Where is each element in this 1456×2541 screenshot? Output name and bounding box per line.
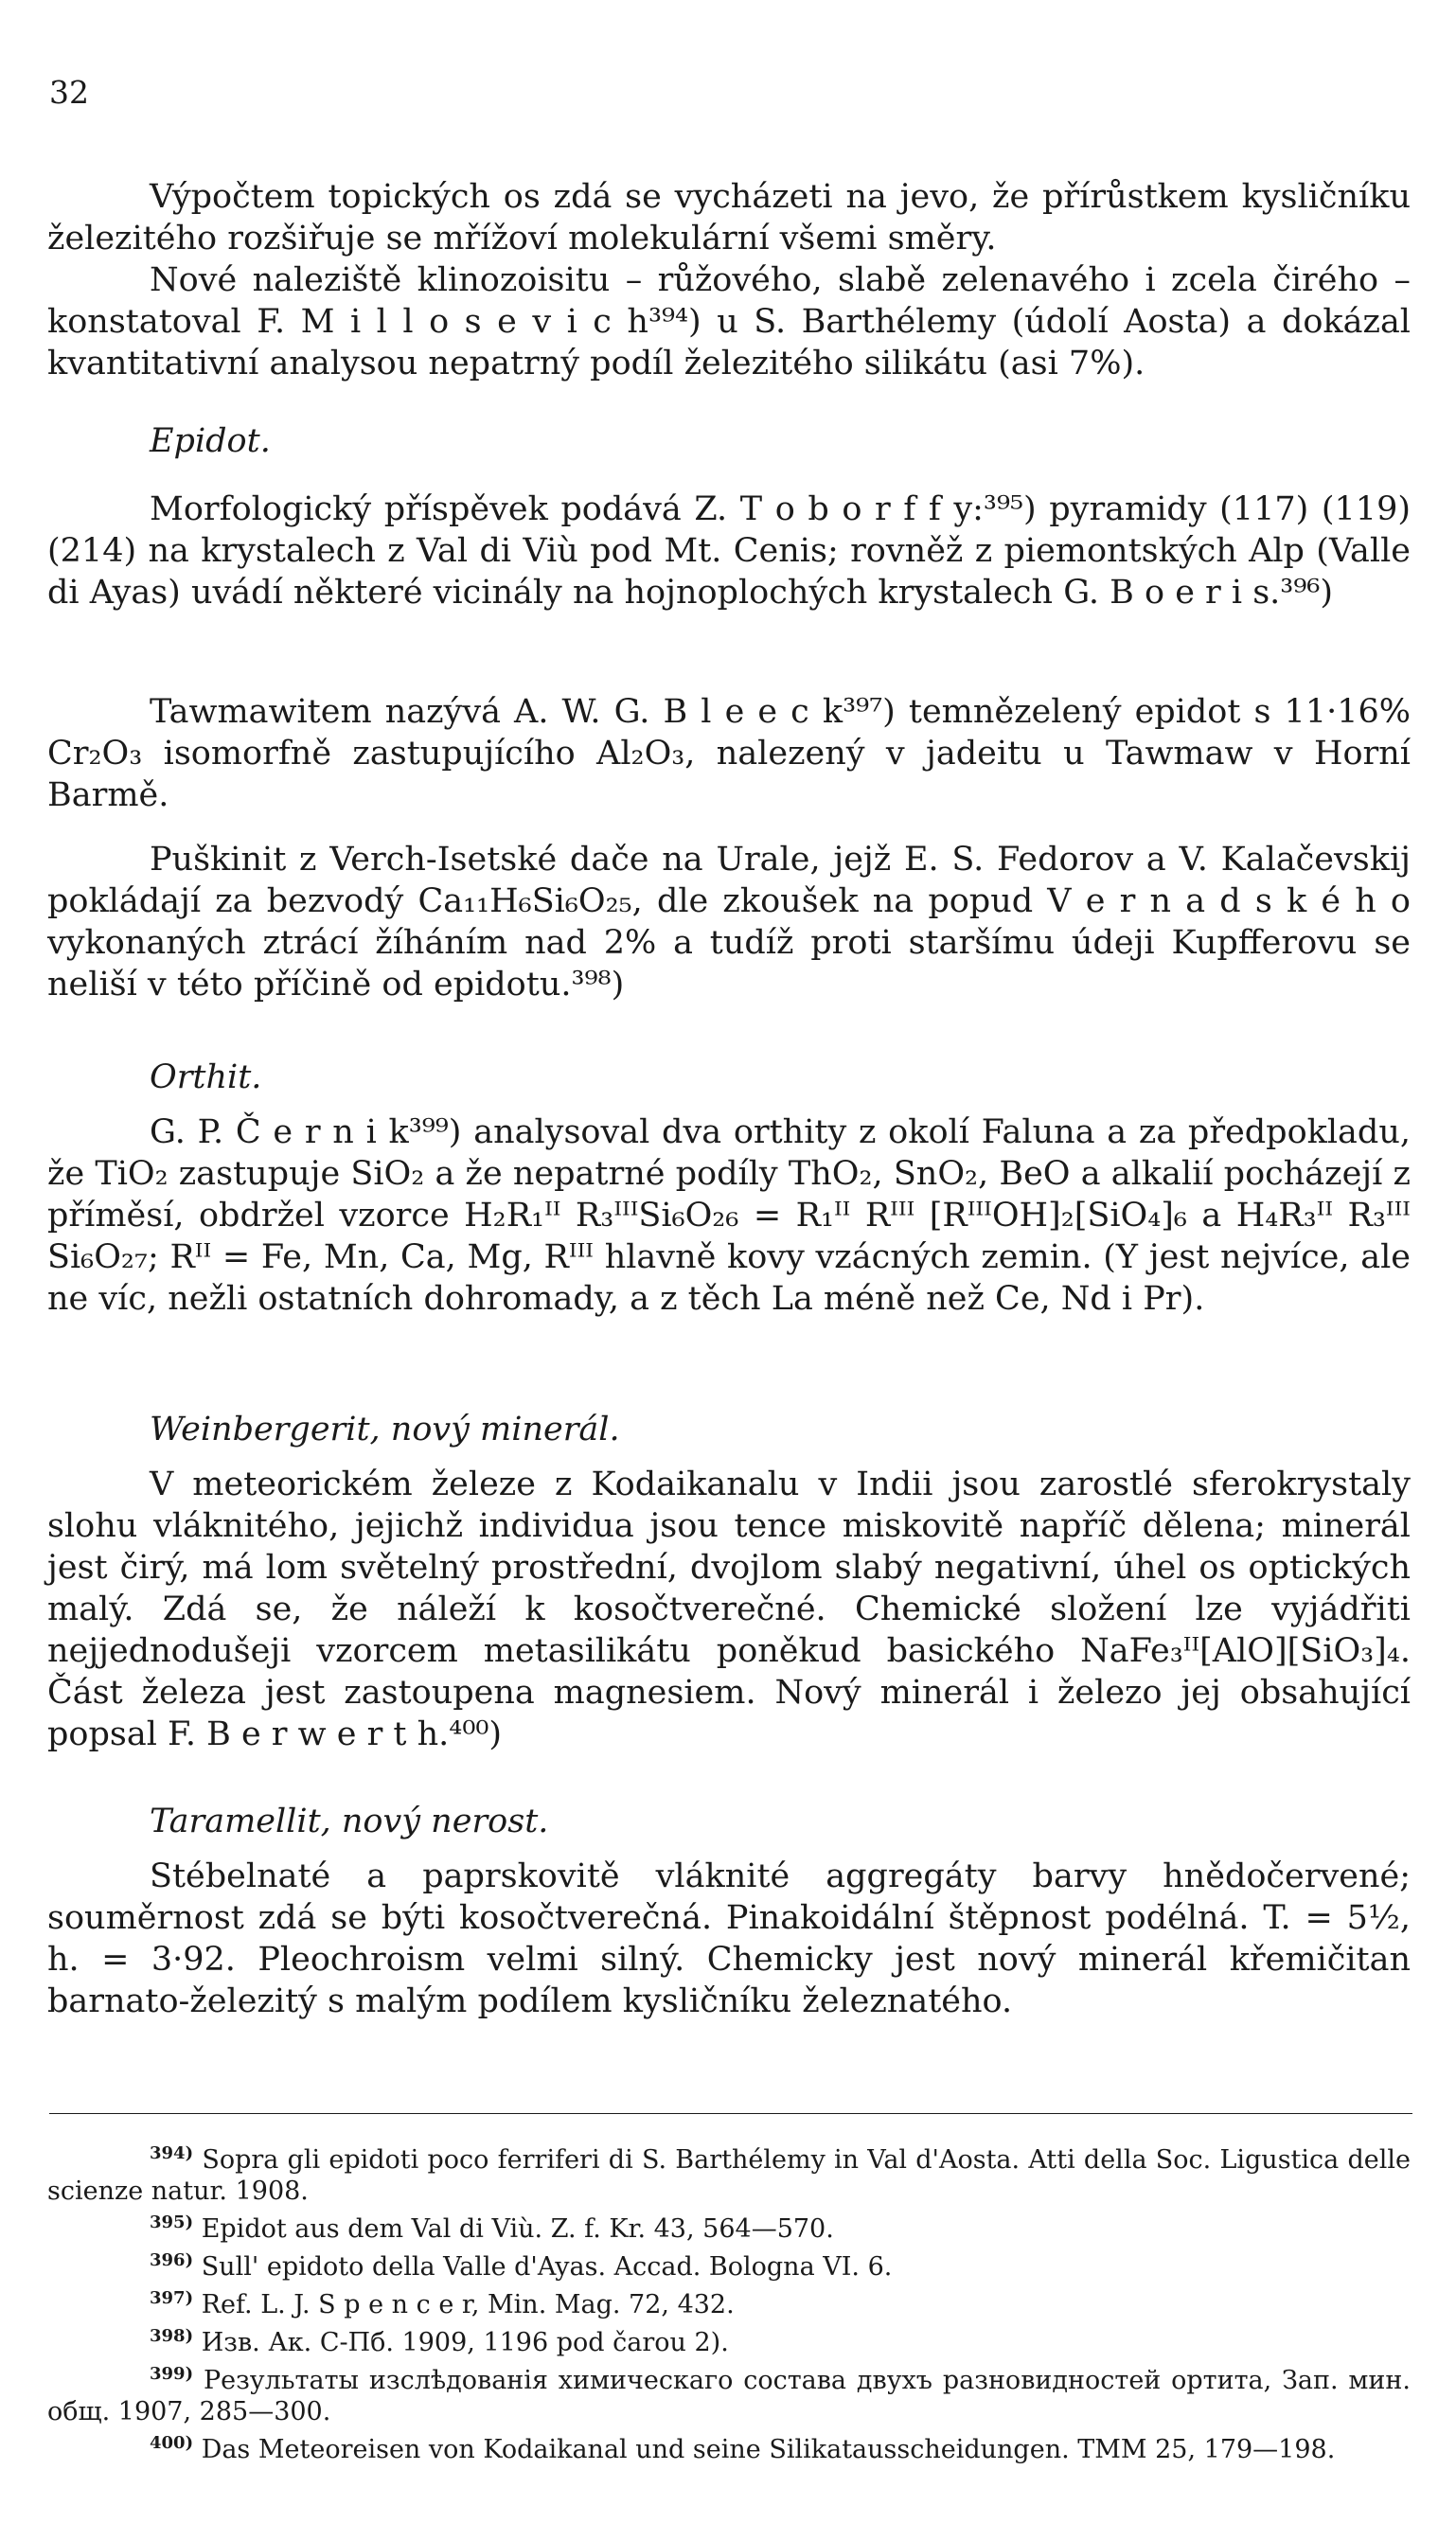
footnote-text: Результаты изслѣдованія химическаго состава двухъ разновидностей ортита, Зап. мин. общ. 1907, 285—300. (47, 2366, 1411, 2426)
page-number: 32 (49, 74, 89, 111)
taramellit-paragraph-1: Stébelnaté a paprskovitě vláknité aggregáty barvy hnědočervené; souměrnost zdá se býti kosočtverečná. Pinakoidální štěpnost podélná. T. = 5½, h. = 3·92. Pleochroism velmi silný. Chemicky jest nový minerál křemičitan barnato-železitý s malým podílem kysličníku železnatého. (47, 1857, 1411, 2020)
footnote-399 (47, 2358, 1411, 2427)
footnote-398 (47, 2320, 1411, 2358)
intro-paragraph-2: Nové naleziště klinozoisitu – růžového, slabě zelenavého i zcela čirého – konstatoval F. M i l l o s e v i c h³⁹⁴) u S. Barthélemy (údolí Aosta) a dokázal kvantitativní analysou nepatrný podíl železitého silikátu (asi 7%). (47, 261, 1411, 382)
heading-taramellit: Taramellit, nový nerost. (150, 1803, 549, 1840)
epidot-paragraph-1: Morfologický příspěvek podává Z. T o b o r f f y:³⁹⁵) pyramidy (117) (119) (214) na krystalech z Val di Viù pod Mt. Cenis; rovněž z piemontských Alp (Valle di Ayas) uvádí některé vicinály na hojnoplochých krystalech G. B o e r i s.³⁹⁶) (47, 490, 1411, 612)
epidot-paragraph-3: Puškinit z Verch-Isetské dače na Urale, jejž E. S. Fedorov a V. Kalačevskij pokládají za bezvodý Ca₁₁H₆Si₆O₂₅, dle zkoušek na popud V e r n a d s k é h o vykonaných ztrácí žíháním nad 2% a tudíž proti staršímu údeji Kupfferovu se neliší v této příčině od epidotu.³⁹⁸) (47, 841, 1411, 1004)
footnote-text: Изв. Ак. С-Пб. 1909, 1196 pod čarou 2). (201, 2328, 729, 2357)
footnote-mark: 399) (150, 2364, 194, 2384)
orthit-paragraph-1: G. P. Č e r n i k³⁹⁹) analysoval dva orthity z okolí Faluna a za předpokladu, že TiO₂ zastupuje SiO₂ a že nepatrné podíly ThO₂, SnO₂, BeO a alkalií pocházejí z příměsí, obdržel vzorce H₂R₁ᴵᴵ R₃ᴵᴵᴵSi₆O₂₆ = R₁ᴵᴵ Rᴵᴵᴵ [RᴵᴵᴵOH]₂[SiO₄]₆ a H₄R₃ᴵᴵ R₃ᴵᴵᴵ Si₆O₂₇; Rᴵᴵ = Fe, Mn, Ca, Mg, Rᴵᴵᴵ hlavně kovy vzácných zemin. (Y jest nejvíce, ale ne víc, nežli ostatních dohromady, a z těch La méně než Ce, Nd i Pr). (47, 1113, 1411, 1318)
intro-paragraph-1: Výpočtem topických os zdá se vycházeti na jevo, že přírůstkem kysličníku železitého rozšiřuje se mřížoví molekulární všemi směry. (47, 178, 1411, 258)
footnote-396 (47, 2245, 1411, 2283)
footnotes (47, 2138, 1411, 2465)
footnote-text: Das Meteoreisen von Kodaikanal und seine Silikatausscheidungen. TMM 25, 179—198. (201, 2435, 1336, 2464)
heading-orthit: Orthit. (150, 1058, 262, 1096)
footnote-mark: 400) (150, 2433, 194, 2453)
footnote-397 (47, 2283, 1411, 2320)
weinbergerit-paragraph-1: V meteorickém železe z Kodaikanalu v Indii jsou zarostlé sferokrystaly slohu vláknitého, jejichž individua jsou tence miskovitě napříč dělena; minerál jest čirý, má lom světelný prostřední, dvojlom slabý negativní, úhel os optických malý. Zdá se, že náleží k kosočtverečné. Chemické složení lze vyjádřiti nejjednodušeji vzorcem metasilikátu poněkud basického NaFe₃ᴵᴵ[AlO][SiO₃]₄. Část železa jest zastoupena magnesiem. Nový minerál i železo jej obsahující popsal F. B e r w e r t h.⁴⁰⁰) (47, 1466, 1411, 1753)
footnote-mark: 395) (150, 2212, 194, 2232)
heading-epidot: Epidot. (150, 422, 271, 460)
footnote-text: Ref. L. J. S p e n c e r, Min. Mag. 72, 432. (201, 2290, 735, 2319)
footnote-394 (47, 2138, 1411, 2207)
footnote-400 (47, 2427, 1411, 2465)
footnote-mark: 396) (150, 2250, 194, 2270)
epidot-paragraph-2: Tawmawitem nazývá A. W. G. B l e e c k³⁹⁷) temnězelený epidot s 11·16% Cr₂O₃ isomorfně zastupujícího Al₂O₃, nalezený v jadeitu u Tawmaw v Horní Barmě. (47, 693, 1411, 814)
heading-weinbergerit: Weinbergerit, nový minerál. (150, 1411, 620, 1448)
footnote-mark: 397) (150, 2288, 194, 2308)
footnote-mark: 394) (150, 2143, 194, 2163)
footnote-395 (47, 2207, 1411, 2245)
footnote-text: Sopra gli epidoti poco ferriferi di S. Barthélemy in Val d'Aosta. Atti della Soc. Ligustica delle scienze natur. 1908. (47, 2145, 1411, 2206)
footnote-text: Epidot aus dem Val di Viù. Z. f. Kr. 43, 564—570. (201, 2214, 834, 2244)
footnote-mark: 398) (150, 2326, 194, 2346)
footnote-text: Sull' epidoto della Valle d'Ayas. Accad. Bologna VI. 6. (201, 2252, 893, 2282)
footnote-separator (49, 2113, 1412, 2114)
